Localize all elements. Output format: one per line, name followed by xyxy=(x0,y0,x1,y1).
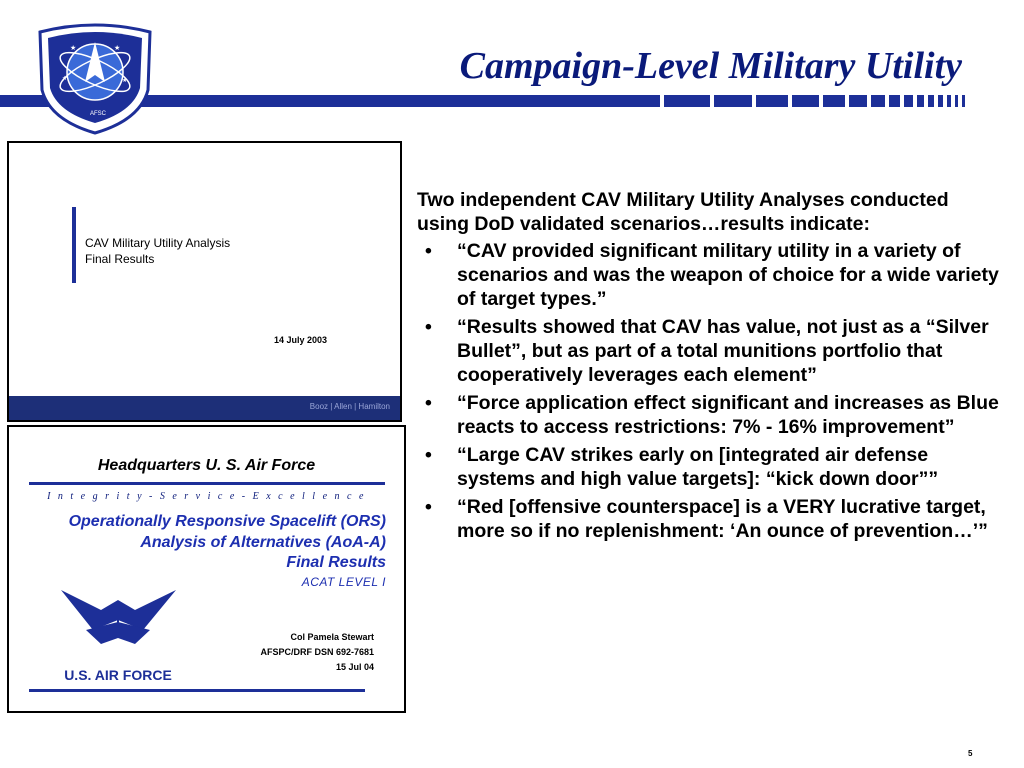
list-item: • “CAV provided significant military utility in a variety of scenarios and was the weapon of choice for a wide variety of target types.” xyxy=(425,240,999,310)
page-number: 5 xyxy=(968,749,973,758)
acat-level: ACAT LEVEL I xyxy=(301,575,386,589)
cav-thumbnail-footer xyxy=(9,396,400,420)
list-item: • “Large CAV strikes early on [integrated air defense systems and high value targets]: “kick down door”” xyxy=(425,444,939,490)
ors-title-line3: Final Results xyxy=(286,554,386,571)
author-office: AFSPC/DRF DSN 692-7681 xyxy=(260,647,374,657)
bullet-icon: • xyxy=(425,316,432,338)
slide-title: Campaign-Level Military Utility xyxy=(459,45,962,87)
divider xyxy=(29,482,385,485)
cav-thumbnail-date: 14 July 2003 xyxy=(274,335,328,345)
ors-date: 15 Jul 04 xyxy=(335,662,374,672)
accent-line xyxy=(72,207,76,283)
ors-title-line1: Operationally Responsive Spacelift (ORS) xyxy=(68,513,386,530)
ors-report-thumbnail xyxy=(7,425,406,713)
divider xyxy=(29,689,365,692)
list-item: • “Force application effect significant and increases as Blue reacts to access restrictions: 7% - 16% improvement” xyxy=(425,392,999,438)
bullet-icon: • xyxy=(425,240,432,262)
svg-text:U.S. AIR FORCE: U.S. AIR FORCE xyxy=(64,667,172,683)
ors-title-line2: Analysis of Alternatives (AoA-A) xyxy=(140,534,386,551)
cav-thumbnail-subtitle: Final Results xyxy=(85,252,155,266)
svg-text:★: ★ xyxy=(70,45,77,52)
cav-report-thumbnail xyxy=(7,141,402,422)
list-item: • “Red [offensive counterspace] is a VERY lucrative target, more so if no replenishment: ‘An ounce of prevention…’” xyxy=(425,496,988,542)
list-item: • “Results showed that CAV has value, not just as a “Silver Bullet”, but as part of a total munitions portfolio that cooperatively leverages each element” xyxy=(425,316,989,386)
svg-text:★: ★ xyxy=(122,78,128,84)
svg-text:★: ★ xyxy=(114,45,121,52)
bullet-icon: • xyxy=(425,496,432,518)
findings-list xyxy=(417,239,1002,543)
booz-allen-hamilton-brand: Booz | Allen | Hamilton xyxy=(309,402,390,411)
slide-body xyxy=(417,188,1002,547)
author-name: Col Pamela Stewart xyxy=(290,632,374,642)
bullet-icon: • xyxy=(425,392,432,414)
svg-text:AFSC: AFSC xyxy=(90,111,107,117)
us-air-force-logo xyxy=(51,582,186,687)
air-force-space-command-emblem xyxy=(30,20,160,135)
cav-thumbnail-title: CAV Military Utility Analysis xyxy=(85,236,231,250)
motto: I n t e g r i t y - S e r v i c e - E x c e l l e n c e xyxy=(47,491,366,502)
bullet-icon: • xyxy=(425,444,432,466)
intro-text: Two independent CAV Military Utility Analyses conducted using DoD validated scenarios…results indicate: xyxy=(417,189,949,235)
hq-heading: Headquarters U. S. Air Force xyxy=(97,457,316,474)
svg-text:★: ★ xyxy=(62,76,68,82)
